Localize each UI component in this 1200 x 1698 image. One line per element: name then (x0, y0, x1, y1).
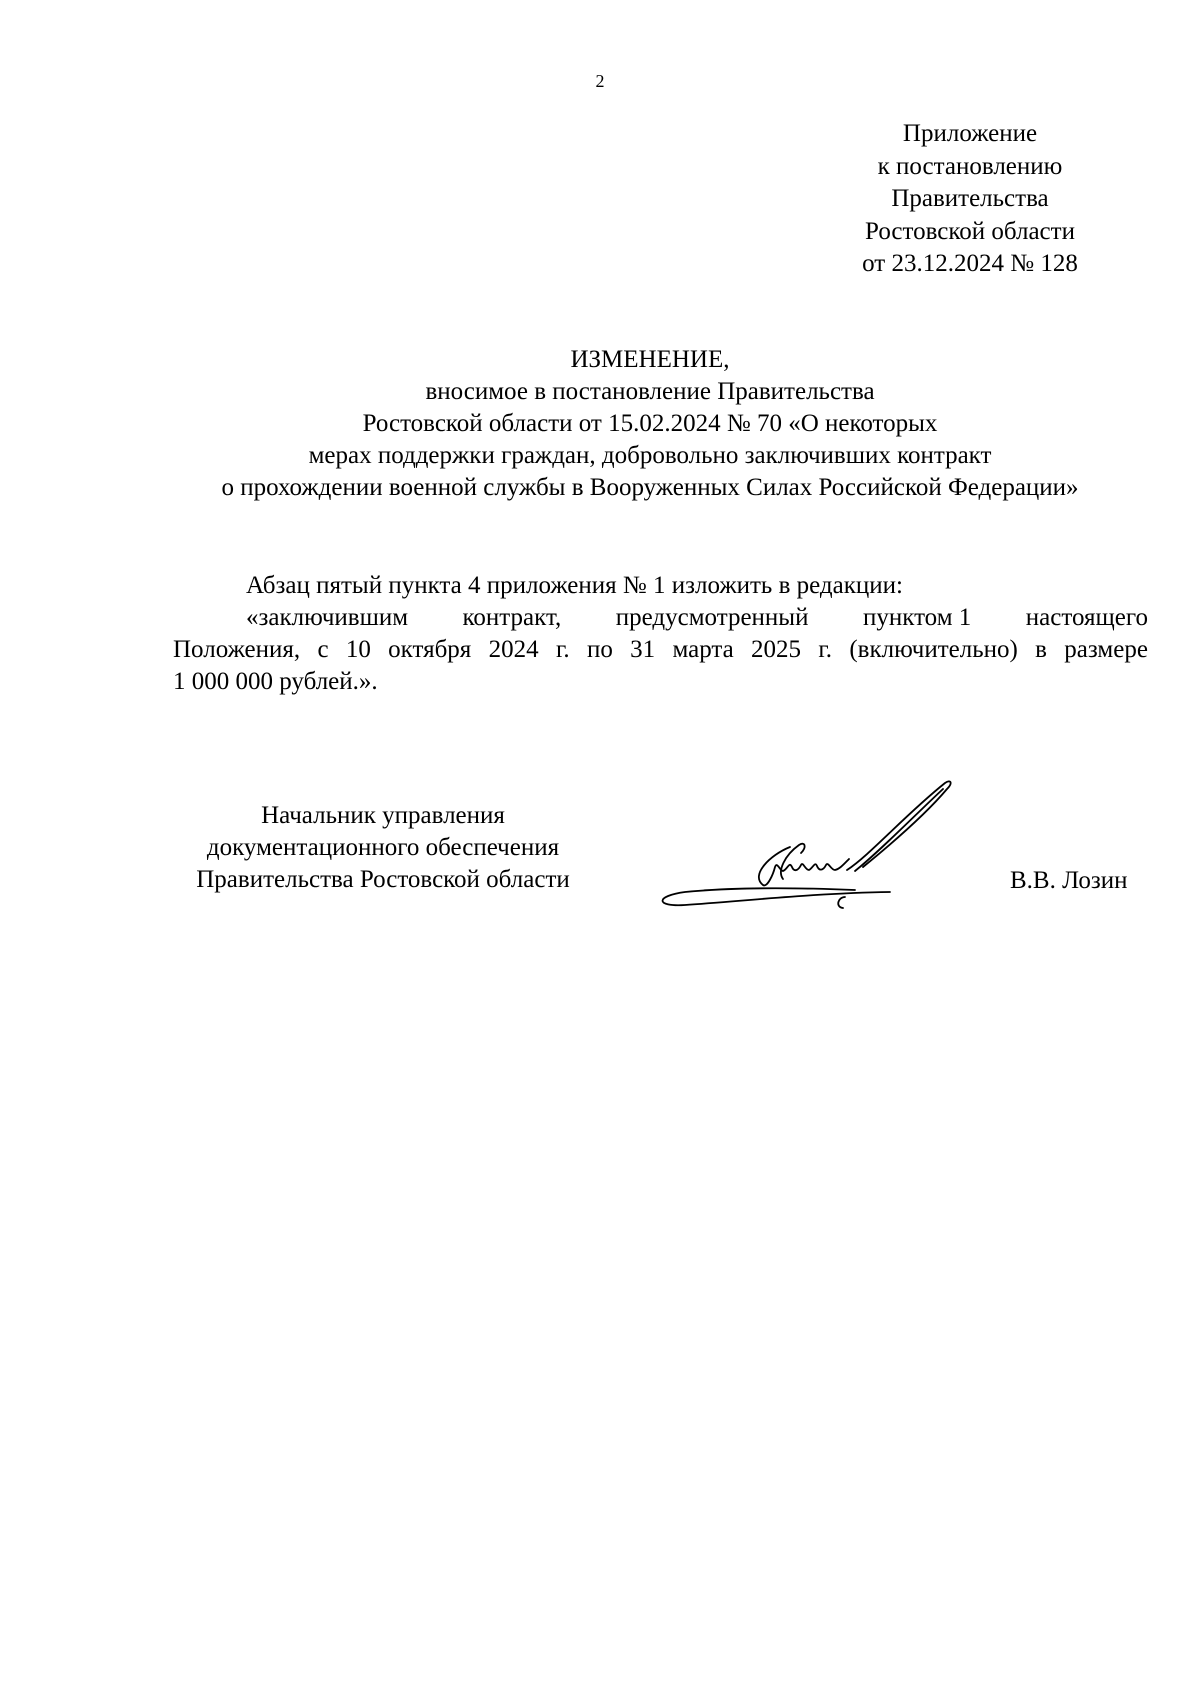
word: г. (818, 636, 833, 663)
signer-name: В.В. Лозин (1010, 867, 1128, 894)
title-heading: ИЗМЕНЕНИЕ, (570, 346, 730, 373)
paragraph-2-line-1 (173, 602, 1148, 634)
appendix-block (830, 118, 1110, 281)
word: по (586, 636, 613, 663)
signature-position (173, 800, 593, 896)
word: размере (1064, 636, 1148, 663)
page-number: 2 (595, 71, 605, 91)
appendix-line: Ростовской области (865, 217, 1075, 245)
appendix-line: Правительства (891, 185, 1049, 212)
document-body (173, 570, 1148, 698)
word: контракт, (462, 604, 562, 631)
word: 31 (630, 636, 656, 663)
word: 10 (345, 636, 371, 663)
position-line: Начальник управления (261, 802, 505, 829)
position-line: документационного обеспечения (206, 834, 560, 861)
paragraph-2-line-2 (173, 634, 1148, 666)
appendix-line: Приложение (902, 120, 1038, 147)
appendix-line: от 23.12.2024 № 128 (862, 250, 1078, 277)
word: настоящего (1025, 604, 1148, 631)
title-line: вносимое в постановление Правительства (425, 378, 875, 405)
word: Положения, (173, 636, 301, 663)
word: предусмотренный (615, 604, 809, 631)
word: 2024 (488, 636, 539, 663)
title-line: мерах поддержки граждан, добровольно заключивших контракт (308, 442, 992, 469)
title-line: Ростовской области от 15.02.2024 № 70 «О некоторых (362, 410, 938, 437)
paragraph-1: Абзац пятый пункта 4 приложения № 1 изложить в редакции: (246, 572, 903, 599)
title-line: о прохождении военной службы в Вооруженных Силах Российской Федерации» (221, 474, 1079, 501)
appendix-line: к постановлению (877, 152, 1063, 180)
document-title (150, 344, 1150, 504)
word: г. (555, 636, 570, 663)
handwritten-signature (655, 775, 985, 925)
word: «заключившим (246, 604, 409, 631)
word: 2025 (751, 636, 802, 663)
paragraph-2-line-3: 1 000 000 рублей.». (173, 668, 378, 695)
word: в (1035, 636, 1047, 663)
word: с (317, 636, 329, 663)
word: пунктом 1 (863, 604, 972, 631)
word: октября (388, 636, 472, 663)
word: марта (672, 636, 734, 663)
position-line: Правительства Ростовской области (196, 866, 570, 893)
word: (включительно) (849, 636, 1018, 663)
